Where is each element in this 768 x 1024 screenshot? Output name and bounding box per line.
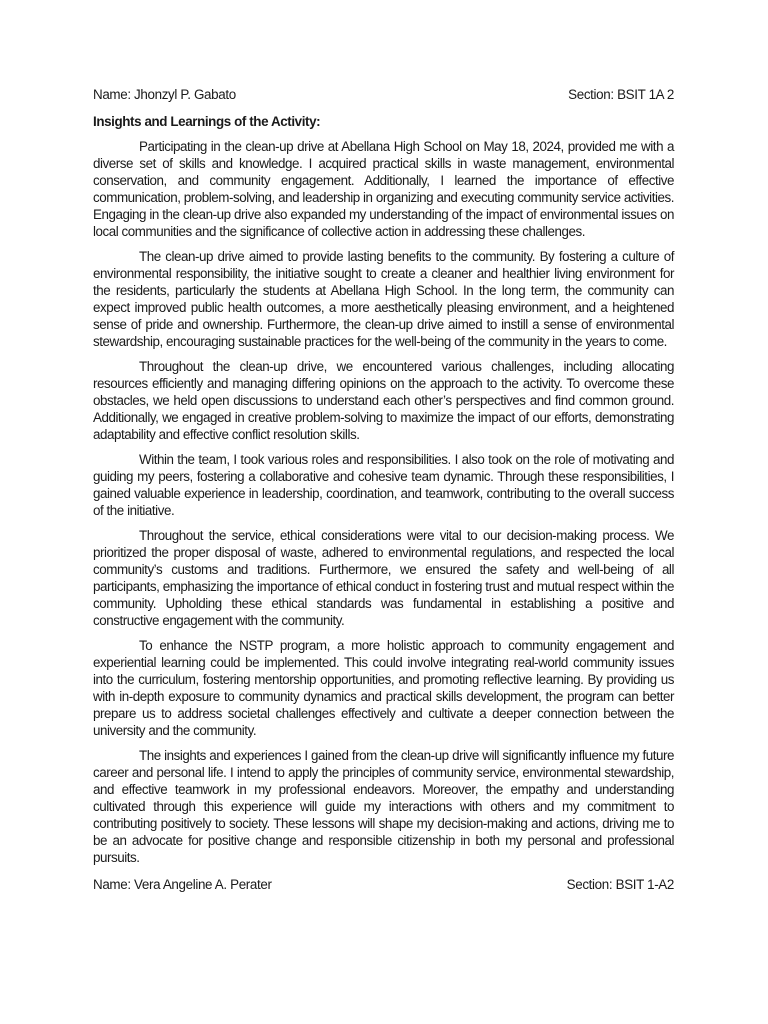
paragraph-roles: Within the team, I took various roles and responsibilities. I also took on the role of motivating and guiding my peers, fostering a collaborative and cohesive team dynamic. Through these responsibilities, I gained valuable experience in leadership, coordination, and teamwork, contributing to the overall success of the initiative. <box>93 452 674 518</box>
document-page <box>93 86 674 893</box>
paragraph-ethics: Throughout the service, ethical considerations were vital to our decision-making process. We prioritized the proper disposal of waste, adhered to environmental regulations, and respected the local community’s customs and traditions. Furthermore, we ensured the safety and well-being of all participants, emphasizing the importance of ethical conduct in fostering trust and mutual respect within the community. Upholding these ethical standards was fundamental in establishing a positive and constructive engagement with the community. <box>93 528 674 628</box>
paragraph-nstp-improvement: To enhance the NSTP program, a more holistic approach to community engagement and experiential learning could be implemented. This could involve integrating real-world community issues into the curriculum, fostering mentorship opportunities, and promoting reflective learning. By providing us with in-depth exposure to community dynamics and practical skills development, the program can better prepare us to address societal challenges effectively and cultivate a deeper connection between the university and the community. <box>93 638 674 738</box>
second-author-name: Name: Vera Angeline A. Perater <box>93 876 272 892</box>
paragraph-future-influence: The insights and experiences I gained from the clean-up drive will significantly influence my future career and personal life. I intend to apply the principles of community service, environmental stewardship, and effective teamwork in my professional endeavors. Moreover, the empathy and understanding cultivated through this experience will guide my interactions with others and my commitment to contributing positively to society. These lessons will shape my decision-making and actions, driving me to be an advocate for positive change and responsible citizenship in both my personal and professional pursuits. <box>93 748 674 865</box>
author-section: Section: BSIT 1A 2 <box>568 87 674 102</box>
paragraph-lasting-benefits: The clean-up drive aimed to provide lasting benefits to the community. By fostering a culture of environmental responsibility, the initiative sought to create a cleaner and healthier living environment for the residents, particularly the students at Abellana High School. In the long term, the community can expect improved public health outcomes, a more aesthetically pleasing environment, and a heightened sense of pride and ownership. Furthermore, the clean-up drive aimed to instill a sense of environmental stewardship, encouraging sustainable practices for the well-being of the community in the years to come. <box>93 249 674 349</box>
second-author-header <box>93 876 674 893</box>
author-name: Name: Jhonzyl P. Gabato <box>93 87 236 102</box>
paragraph-challenges: Throughout the clean-up drive, we encountered various challenges, including allocating resources efficiently and managing differing opinions on the approach to the activity. To overcome these obstacles, we held open discussions to understand each other’s perspectives and find common ground. Additionally, we engaged in creative problem-solving to maximize the impact of our efforts, demonstrating adaptability and effective conflict resolution skills. <box>93 359 674 442</box>
second-author-section: Section: BSIT 1-A2 <box>566 876 674 892</box>
paragraph-skills-knowledge: Participating in the clean-up drive at Abellana High School on May 18, 2024, provided me with a diverse set of skills and knowledge. I acquired practical skills in waste management, environmental conservation, and community engagement. Additionally, I learned the importance of effective communication, problem-solving, and leadership in organizing and executing community service activities. Engaging in the clean-up drive also expanded my understanding of the impact of environmental issues on local communities and the significance of collective action in addressing these challenges. <box>93 139 674 239</box>
document-title: Insights and Learnings of the Activity: <box>93 114 321 129</box>
author-header <box>93 86 674 103</box>
